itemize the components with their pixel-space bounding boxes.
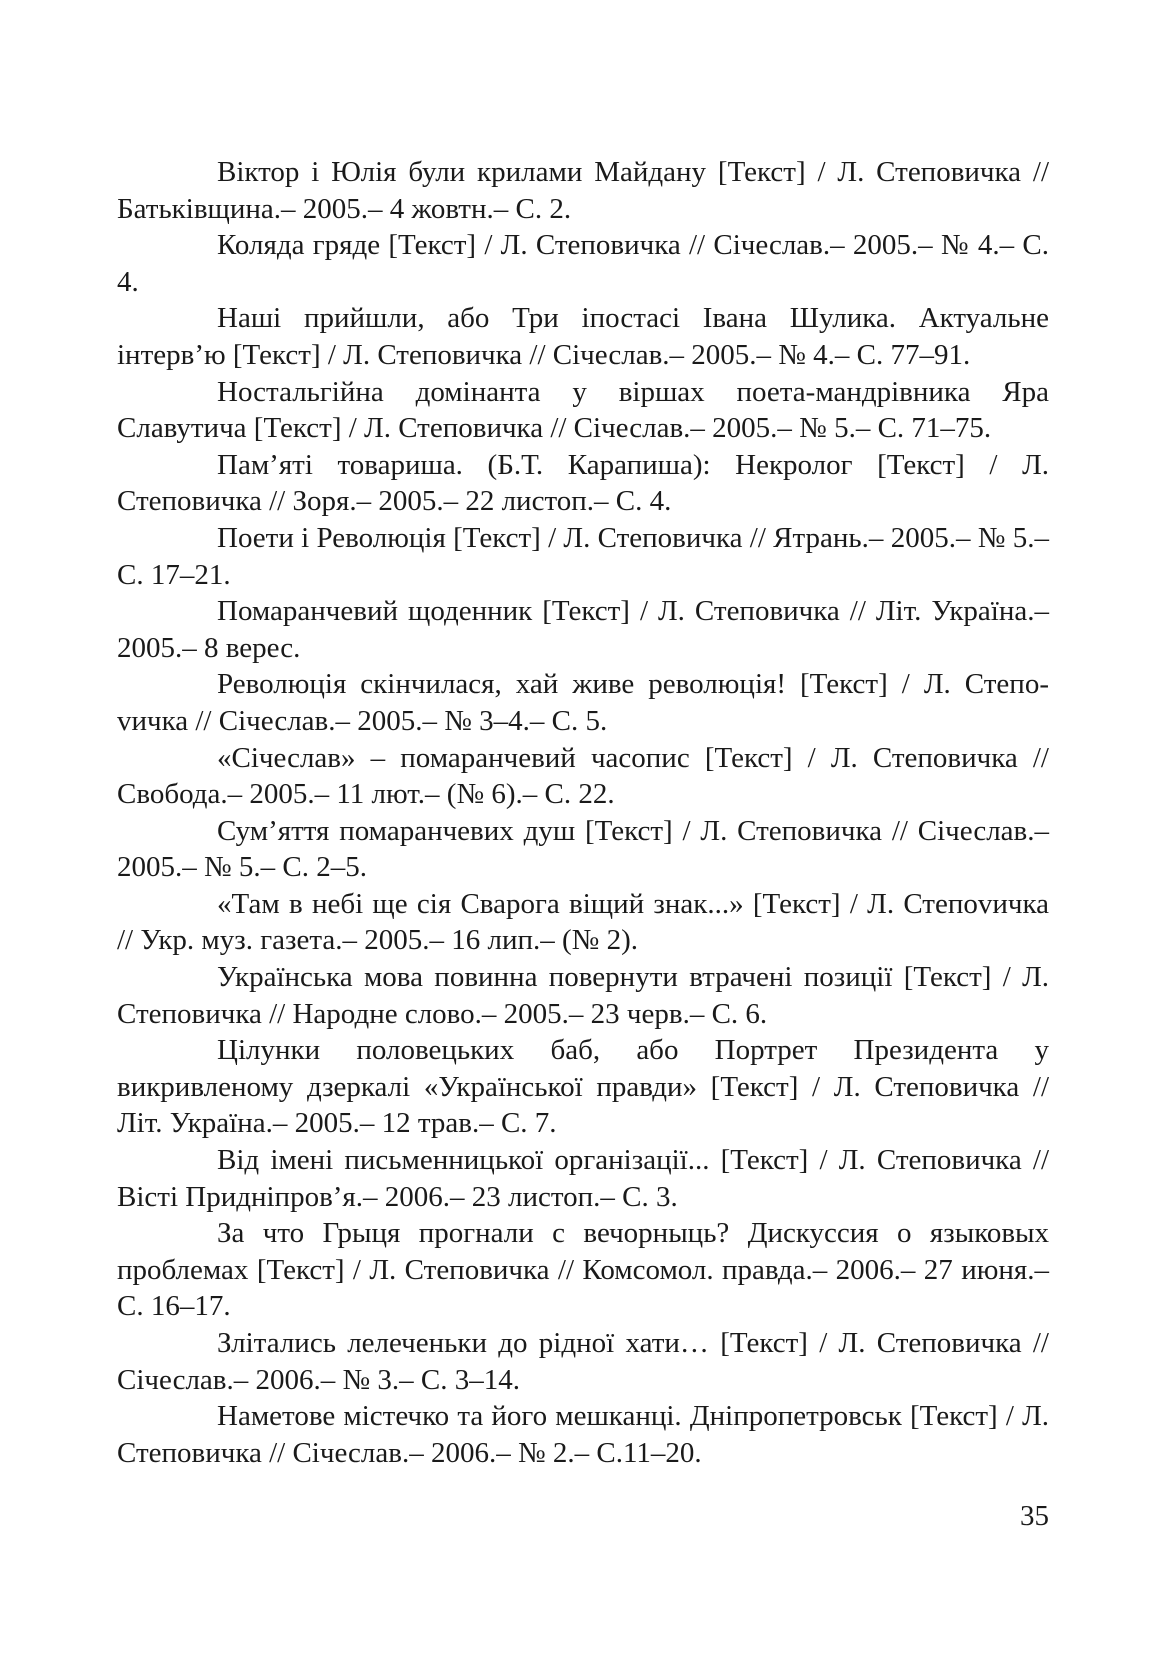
bibliography-list	[117, 154, 1049, 1471]
bibliography-entry: Від імені письменницької організації... [Текст] / Л. Степовичка // Вісті Придніпров’я.– 2006.– 23 листоп.– С. 3.	[117, 1144, 1049, 1213]
bibliography-entry: Цілунки половецьких баб, або Портрет Президента у викривленому дзеркалі «Української правди» [Текст] / Л. Степовичка // Літ. Україна.– 2005.– 12 трав.– С. 7.	[117, 1034, 1049, 1140]
bibliography-entry: Наші прийшли, або Три іпостасі Івана Шулика. Актуальне інтерв’ю [Текст] / Л. Степовичка // Січеслав.– 2005.– № 4.– С. 77–91.	[117, 302, 1049, 371]
bibliography-entry: Поети і Революція [Текст] / Л. Степовичка // Ятрань.– 2005.– № 5.– С. 17–21.	[117, 521, 1049, 591]
bibliography-entry: Ностальгійна домінанта у віршах поета-мандрівника Яра Славутича [Текст] / Л. Степовичка // Січеслав.– 2005.– № 5.– С. 71–75.	[117, 375, 1049, 445]
bibliography-entry: Сум’яття помаранчевих душ [Текст] / Л. Степовичка // Січеслав.– 2005.– № 5.– С. 2–5.	[117, 814, 1049, 884]
bibliography-entry: Революція скінчилася, хай живе революція! [Текст] / Л. Степоvичка // Січеслав.– 2005.– № 3–4.– С. 5.	[117, 668, 1049, 737]
bibliography-entry: Українська мова повинна повернути втрачені позиції [Текст] / Л. Степовичка // Народне слово.– 2005.– 23 черв.– С. 6.	[117, 961, 1049, 1030]
bibliography-entry: Наметове містечко та його мешканці. Дніпропетровськ [Текст] / Л. Степовичка // Січеслав.– 2006.– № 2.– С.11–20.	[117, 1400, 1049, 1469]
bibliography-entry: «Там в небі ще сія Сварога віщий знак...» [Текст] / Л. Степоvичка // Укр. муз. газета.– 2005.– 16 лип.– (№ 2).	[117, 887, 1049, 957]
bibliography-entry: За что Грыця прогнали с вечорныць? Дискуссия о языковых проблемах [Текст] / Л. Степовичка // Комсомол. правда.– 2006.– 27 июня.– С. 16–17.	[117, 1217, 1049, 1323]
bibliography-entry: Злітались лелеченьки до рідної хати… [Текст] / Л. Степовичка // Січеслав.– 2006.– № 3.– С. 3–14.	[117, 1327, 1049, 1396]
bibliography-entry: Віктор і Юлія були крилами Майдану [Текст] / Л. Степовичка // Батьківщина.– 2005.– 4 жовтн.– С. 2.	[117, 156, 1049, 225]
bibliography-entry: Помаранчевий щоденник [Текст] / Л. Степовичка // Літ. Україна.– 2005.– 8 верес.	[117, 595, 1049, 664]
bibliography-entry: «Січеслав» – помаранчевий часопис [Текст] / Л. Степовичка // Свобода.– 2005.– 11 лют.– (№ 6).– С. 22.	[117, 741, 1049, 811]
page-number: 35	[1020, 1500, 1049, 1532]
bibliography-entry: Коляда гряде [Текст] / Л. Степовичка // Січеслав.– 2005.– № 4.– С. 4.	[117, 229, 1049, 298]
bibliography-entry: Пам’яті товариша. (Б.Т. Карапиша): Некролог [Текст] / Л. Степовичка // Зоря.– 2005.– 22 листоп.– С. 4.	[117, 448, 1049, 518]
